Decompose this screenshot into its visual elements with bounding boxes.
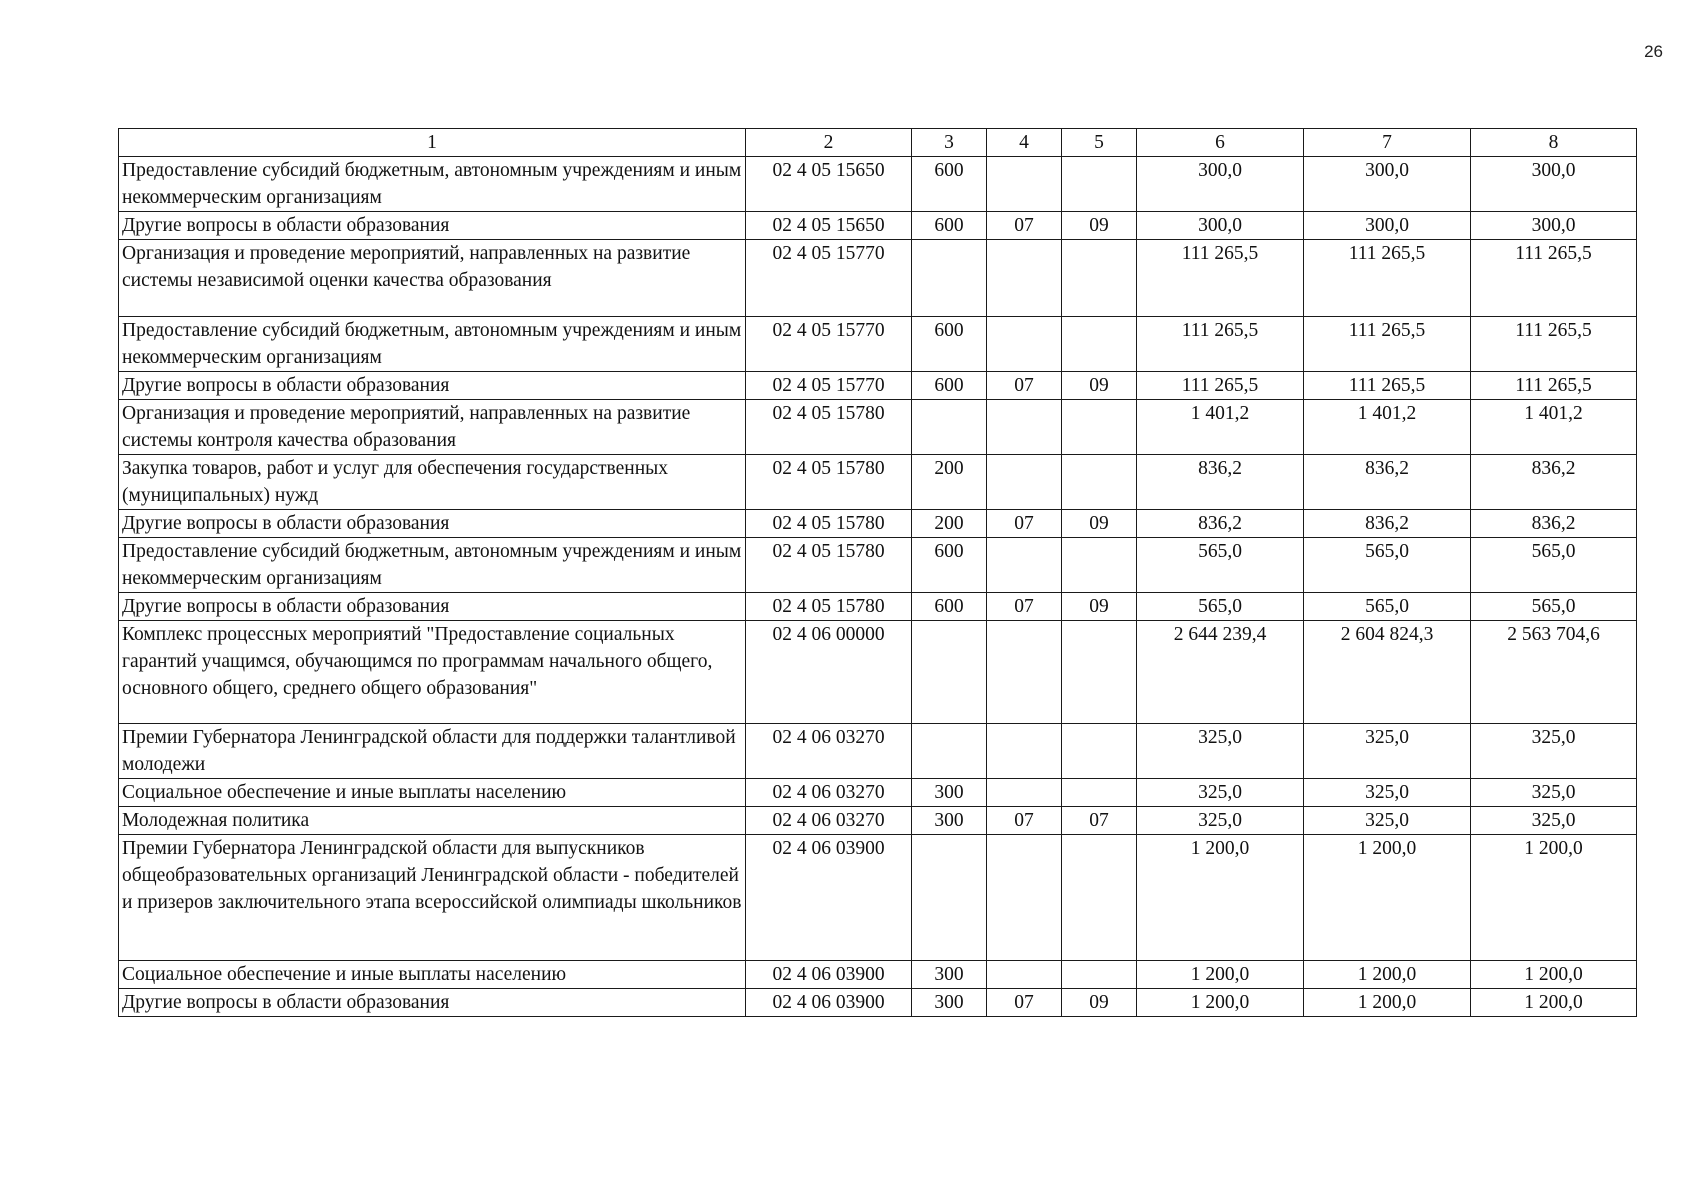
target-article-code: 02 4 05 15650 xyxy=(746,157,912,212)
section-code: 07 xyxy=(987,807,1062,835)
amount-year-2: 836,2 xyxy=(1304,455,1471,510)
row-description: Организация и проведение мероприятий, направленных на развитие системы независимой оценки качества образования xyxy=(119,240,746,317)
expense-type-code xyxy=(912,621,987,724)
row-description: Премии Губернатора Ленинградской области для выпускников общеобразовательных организаций Ленинградской области - победителей и призеров заключительного этапа всероссийской олимпиады школьников xyxy=(119,835,746,961)
amount-year-3: 111 265,5 xyxy=(1471,240,1637,317)
section-code: 07 xyxy=(987,212,1062,240)
amount-year-3: 2 563 704,6 xyxy=(1471,621,1637,724)
section-code xyxy=(987,835,1062,961)
amount-year-2: 111 265,5 xyxy=(1304,240,1471,317)
subsection-code xyxy=(1062,400,1137,455)
section-code: 07 xyxy=(987,593,1062,621)
table-row xyxy=(119,317,1637,372)
table-row xyxy=(119,989,1637,1017)
table-row xyxy=(119,372,1637,400)
table-row xyxy=(119,400,1637,455)
amount-year-1: 325,0 xyxy=(1137,807,1304,835)
amount-year-3: 1 200,0 xyxy=(1471,989,1637,1017)
expense-type-code xyxy=(912,400,987,455)
amount-year-1: 325,0 xyxy=(1137,724,1304,779)
amount-year-2: 300,0 xyxy=(1304,212,1471,240)
table-row xyxy=(119,779,1637,807)
amount-year-2: 2 604 824,3 xyxy=(1304,621,1471,724)
section-code xyxy=(987,240,1062,317)
subsection-code xyxy=(1062,724,1137,779)
amount-year-3: 836,2 xyxy=(1471,510,1637,538)
row-description: Предоставление субсидий бюджетным, автономным учреждениям и иным некоммерческим организациям xyxy=(119,317,746,372)
amount-year-2: 565,0 xyxy=(1304,538,1471,593)
table-row xyxy=(119,157,1637,212)
target-article-code: 02 4 05 15650 xyxy=(746,212,912,240)
expense-type-code: 200 xyxy=(912,455,987,510)
amount-year-1: 1 200,0 xyxy=(1137,989,1304,1017)
column-header: 4 xyxy=(987,129,1062,157)
amount-year-1: 1 200,0 xyxy=(1137,835,1304,961)
section-code xyxy=(987,455,1062,510)
expense-type-code xyxy=(912,724,987,779)
target-article-code: 02 4 06 03270 xyxy=(746,779,912,807)
target-article-code: 02 4 05 15780 xyxy=(746,593,912,621)
section-code xyxy=(987,961,1062,989)
amount-year-3: 565,0 xyxy=(1471,593,1637,621)
target-article-code: 02 4 06 03900 xyxy=(746,961,912,989)
amount-year-2: 300,0 xyxy=(1304,157,1471,212)
amount-year-1: 111 265,5 xyxy=(1137,240,1304,317)
expense-type-code: 300 xyxy=(912,807,987,835)
section-code: 07 xyxy=(987,989,1062,1017)
amount-year-1: 836,2 xyxy=(1137,455,1304,510)
expense-type-code: 600 xyxy=(912,317,987,372)
row-description: Другие вопросы в области образования xyxy=(119,593,746,621)
table-row xyxy=(119,961,1637,989)
expense-type-code: 600 xyxy=(912,538,987,593)
subsection-code: 09 xyxy=(1062,510,1137,538)
amount-year-2: 1 200,0 xyxy=(1304,989,1471,1017)
section-code xyxy=(987,779,1062,807)
target-article-code: 02 4 05 15780 xyxy=(746,455,912,510)
row-description: Другие вопросы в области образования xyxy=(119,989,746,1017)
subsection-code xyxy=(1062,621,1137,724)
expense-type-code: 600 xyxy=(912,157,987,212)
table-body xyxy=(119,157,1637,1017)
subsection-code xyxy=(1062,835,1137,961)
amount-year-1: 111 265,5 xyxy=(1137,317,1304,372)
expense-type-code: 300 xyxy=(912,779,987,807)
section-code xyxy=(987,538,1062,593)
column-header: 3 xyxy=(912,129,987,157)
section-code xyxy=(987,400,1062,455)
subsection-code xyxy=(1062,455,1137,510)
expense-type-code xyxy=(912,835,987,961)
row-description: Комплекс процессных мероприятий "Предоставление социальных гарантий учащимся, обучающимся по программам начального общего, основного общего, среднего общего образования" xyxy=(119,621,746,724)
row-description: Социальное обеспечение и иные выплаты населению xyxy=(119,779,746,807)
amount-year-2: 325,0 xyxy=(1304,807,1471,835)
amount-year-3: 1 401,2 xyxy=(1471,400,1637,455)
amount-year-2: 1 200,0 xyxy=(1304,835,1471,961)
target-article-code: 02 4 06 03270 xyxy=(746,807,912,835)
row-description: Молодежная политика xyxy=(119,807,746,835)
amount-year-2: 111 265,5 xyxy=(1304,372,1471,400)
header-row xyxy=(119,129,1637,157)
amount-year-3: 111 265,5 xyxy=(1471,317,1637,372)
amount-year-3: 1 200,0 xyxy=(1471,835,1637,961)
amount-year-1: 2 644 239,4 xyxy=(1137,621,1304,724)
row-description: Другие вопросы в области образования xyxy=(119,510,746,538)
table-row xyxy=(119,835,1637,961)
amount-year-2: 111 265,5 xyxy=(1304,317,1471,372)
table-row xyxy=(119,240,1637,317)
subsection-code xyxy=(1062,157,1137,212)
amount-year-2: 1 401,2 xyxy=(1304,400,1471,455)
section-code: 07 xyxy=(987,372,1062,400)
column-header: 8 xyxy=(1471,129,1637,157)
subsection-code: 09 xyxy=(1062,372,1137,400)
amount-year-1: 565,0 xyxy=(1137,538,1304,593)
table-row xyxy=(119,212,1637,240)
row-description: Другие вопросы в области образования xyxy=(119,212,746,240)
target-article-code: 02 4 06 00000 xyxy=(746,621,912,724)
row-description: Социальное обеспечение и иные выплаты населению xyxy=(119,961,746,989)
table-row xyxy=(119,510,1637,538)
expense-type-code: 600 xyxy=(912,593,987,621)
target-article-code: 02 4 05 15780 xyxy=(746,510,912,538)
amount-year-3: 565,0 xyxy=(1471,538,1637,593)
target-article-code: 02 4 05 15780 xyxy=(746,538,912,593)
amount-year-3: 300,0 xyxy=(1471,212,1637,240)
target-article-code: 02 4 06 03900 xyxy=(746,835,912,961)
expense-type-code: 300 xyxy=(912,989,987,1017)
amount-year-2: 836,2 xyxy=(1304,510,1471,538)
amount-year-3: 325,0 xyxy=(1471,724,1637,779)
amount-year-1: 111 265,5 xyxy=(1137,372,1304,400)
amount-year-3: 836,2 xyxy=(1471,455,1637,510)
amount-year-3: 300,0 xyxy=(1471,157,1637,212)
target-article-code: 02 4 05 15770 xyxy=(746,372,912,400)
target-article-code: 02 4 05 15780 xyxy=(746,400,912,455)
table-row xyxy=(119,455,1637,510)
table-row xyxy=(119,538,1637,593)
section-code xyxy=(987,621,1062,724)
amount-year-2: 1 200,0 xyxy=(1304,961,1471,989)
amount-year-1: 1 401,2 xyxy=(1137,400,1304,455)
expense-type-code xyxy=(912,240,987,317)
amount-year-3: 325,0 xyxy=(1471,779,1637,807)
subsection-code: 09 xyxy=(1062,989,1137,1017)
subsection-code: 09 xyxy=(1062,212,1137,240)
amount-year-1: 325,0 xyxy=(1137,779,1304,807)
target-article-code: 02 4 06 03270 xyxy=(746,724,912,779)
amount-year-2: 325,0 xyxy=(1304,724,1471,779)
page-number: 26 xyxy=(1644,42,1663,61)
row-description: Закупка товаров, работ и услуг для обеспечения государственных (муниципальных) нужд xyxy=(119,455,746,510)
column-header: 1 xyxy=(119,129,746,157)
column-header: 7 xyxy=(1304,129,1471,157)
table-row xyxy=(119,621,1637,724)
table-row xyxy=(119,807,1637,835)
subsection-code xyxy=(1062,240,1137,317)
section-code xyxy=(987,317,1062,372)
section-code xyxy=(987,157,1062,212)
expense-type-code: 300 xyxy=(912,961,987,989)
amount-year-1: 836,2 xyxy=(1137,510,1304,538)
amount-year-1: 300,0 xyxy=(1137,212,1304,240)
subsection-code: 07 xyxy=(1062,807,1137,835)
column-header: 6 xyxy=(1137,129,1304,157)
column-header: 5 xyxy=(1062,129,1137,157)
row-description: Организация и проведение мероприятий, направленных на развитие системы контроля качества образования xyxy=(119,400,746,455)
expense-type-code: 600 xyxy=(912,212,987,240)
amount-year-1: 1 200,0 xyxy=(1137,961,1304,989)
subsection-code xyxy=(1062,779,1137,807)
subsection-code xyxy=(1062,961,1137,989)
row-description: Предоставление субсидий бюджетным, автономным учреждениям и иным некоммерческим организациям xyxy=(119,538,746,593)
expense-type-code: 200 xyxy=(912,510,987,538)
subsection-code xyxy=(1062,538,1137,593)
amount-year-1: 300,0 xyxy=(1137,157,1304,212)
target-article-code: 02 4 05 15770 xyxy=(746,240,912,317)
amount-year-2: 565,0 xyxy=(1304,593,1471,621)
row-description: Другие вопросы в области образования xyxy=(119,372,746,400)
amount-year-2: 325,0 xyxy=(1304,779,1471,807)
amount-year-1: 565,0 xyxy=(1137,593,1304,621)
section-code xyxy=(987,724,1062,779)
expense-type-code: 600 xyxy=(912,372,987,400)
table-row xyxy=(119,724,1637,779)
table-row xyxy=(119,593,1637,621)
target-article-code: 02 4 05 15770 xyxy=(746,317,912,372)
budget-table xyxy=(118,128,1637,1017)
column-header: 2 xyxy=(746,129,912,157)
amount-year-3: 325,0 xyxy=(1471,807,1637,835)
row-description: Премии Губернатора Ленинградской области для поддержки талантливой молодежи xyxy=(119,724,746,779)
amount-year-3: 1 200,0 xyxy=(1471,961,1637,989)
target-article-code: 02 4 06 03900 xyxy=(746,989,912,1017)
amount-year-3: 111 265,5 xyxy=(1471,372,1637,400)
subsection-code: 09 xyxy=(1062,593,1137,621)
subsection-code xyxy=(1062,317,1137,372)
row-description: Предоставление субсидий бюджетным, автономным учреждениям и иным некоммерческим организациям xyxy=(119,157,746,212)
section-code: 07 xyxy=(987,510,1062,538)
